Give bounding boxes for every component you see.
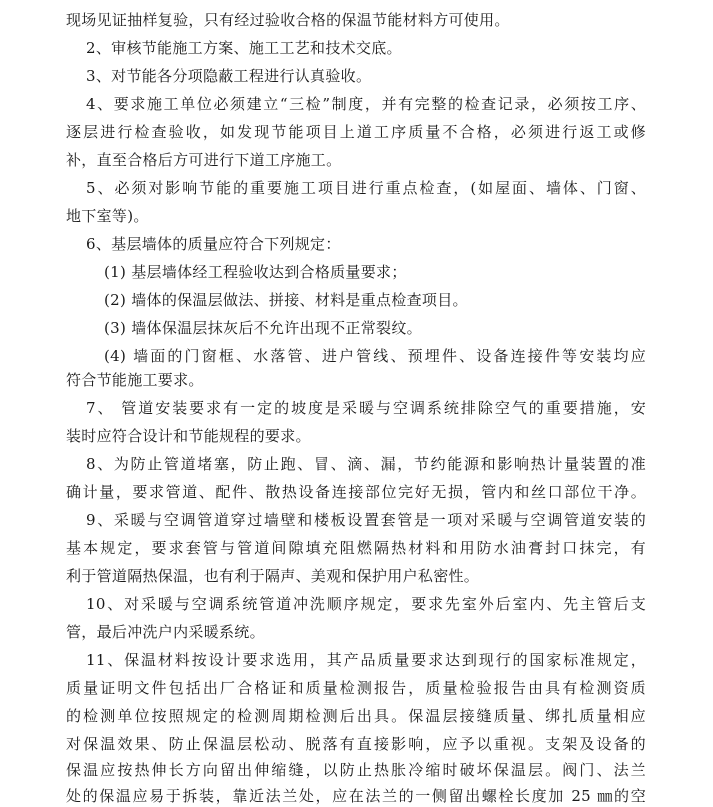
text-line: 的检测单位按照规定的检测周期检测后出具。保温层接缝质量、绑扎质量相应 (66, 707, 646, 725)
text-line: 现场见证抽样复验，只有经过验收合格的保温节能材料方可使用。 (66, 11, 510, 29)
text-line: 7、 管道安装要求有一定的坡度是采暖与空调系统排除空气的重要措施，安 (86, 399, 646, 417)
text-line: (1) 基层墙体经工程验收达到合格质量要求； (104, 263, 407, 281)
text-line: 对保温效果、防止保温层松动、脱落有直接影响，应予以重视。支架及设备的 (66, 735, 646, 753)
text-line: 质量证明文件包括出厂合格证和质量检测报告，质量检验报告由具有检测资质 (66, 679, 646, 697)
text-line: 5、必须对影响节能的重要施工项目进行重点检查，(如屋面、墙体、门窗、 (86, 179, 646, 197)
text-line: 基本规定，要求套管与管道间隙填充阻燃隔热材料和用防水油膏封口抹完，有 (66, 539, 646, 557)
text-line: (2) 墙体的保温层做法、拼接、材料是重点检查项目。 (104, 291, 468, 309)
text-line: 处的保温应易于拆装，靠近法兰处，应在法兰的一侧留出螺栓长度加 25 ㎜的空 (66, 787, 646, 805)
text-line: 补，直至合格后方可进行下道工序施工。 (66, 151, 342, 169)
text-line: 9、采暖与空调管道穿过墙壁和楼板设置套管是一项对采暖与空调管道安装的 (86, 511, 646, 529)
text-line: 4、要求施工单位必须建立“三检”制度，并有完整的检查记录，必须按工序、 (86, 95, 646, 113)
text-line: 11、保温材料按设计要求选用，其产品质量要求达到现行的国家标准规定， (86, 651, 646, 669)
text-line: 3、对节能各分项隐蔽工程进行认真验收。 (86, 67, 372, 85)
text-line: 管，最后冲洗户内采暖系统。 (66, 623, 265, 641)
text-line: 装时应符合设计和节能规程的要求。 (66, 427, 311, 445)
text-line: 10、对采暖与空调系统管道冲洗顺序规定，要求先室外后室内、先主管后支 (86, 595, 646, 613)
text-line: 确计量，要求管道、配件、散热设备连接部位完好无损，管内和丝口部位干净。 (66, 483, 646, 501)
text-line: 利于管道隔热保温，也有利于隔声、美观和保护用户私密性。 (66, 567, 480, 585)
text-line: 6、基层墙体的质量应符合下列规定： (86, 235, 341, 253)
text-line: 保温应按热伸长方向留出伸缩缝，以防止热胀冷缩时破坏保温层。阀门、法兰 (66, 761, 646, 779)
text-line: 地下室等)。 (66, 207, 149, 225)
text-line: 2、审核节能施工方案、施工工艺和技术交底。 (86, 39, 402, 57)
text-line: 逐层进行检查验收，如发现节能项目上道工序质量不合格，必须进行返工或修 (66, 123, 646, 141)
text-line: (3) 墙体保温层抹灰后不允许出现不正常裂纹。 (104, 319, 422, 337)
text-line: 8、为防止管道堵塞，防止跑、冒、滴、漏，节约能源和影响热计量装置的准 (86, 455, 646, 473)
text-line: (4) 墙面的门窗框、水落管、进户管线、预埋件、设备连接件等安装均应 (104, 347, 646, 365)
text-line: 符合节能施工要求。 (66, 371, 204, 389)
